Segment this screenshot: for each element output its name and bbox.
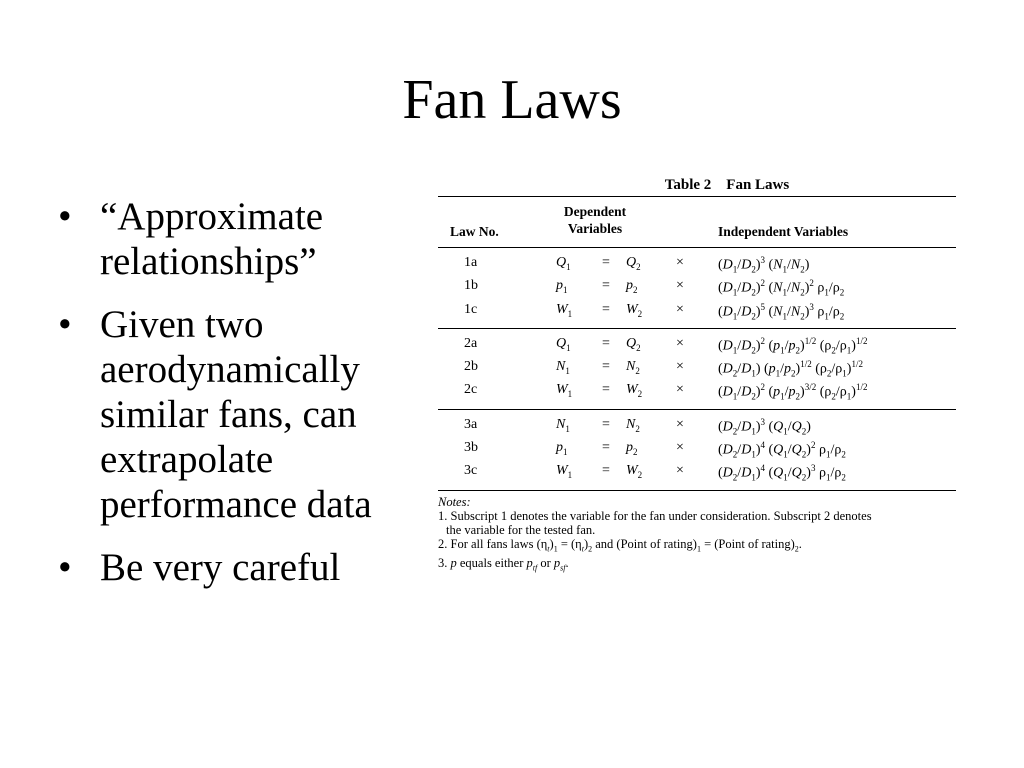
law-id: 3c <box>464 463 478 479</box>
reference-variable: $p_2$ <box>626 440 638 457</box>
law-id: 2b <box>464 359 478 375</box>
law-id: 2a <box>464 335 478 351</box>
bullet-item <box>58 545 430 590</box>
note-1-line-1: 1. Subscript 1 denotes the variable for the fan under consideration. Subscript 2 denotes <box>438 508 872 523</box>
equals-sign: = <box>602 440 610 456</box>
reference-variable: $N_2$ <box>626 359 640 376</box>
equals-sign: = <box>602 382 610 398</box>
dependent-variable: $N_1$ <box>556 416 570 434</box>
independent-expression: $(D_1/D_2)^5$ $(N_1/N_2)^3$ $\rho_1/\rho_2$ <box>718 301 845 322</box>
times-sign: × <box>676 301 684 317</box>
times-sign: × <box>676 278 684 294</box>
independent-expression: $(D_1/D_2)^3$ $(N_1/N_2)$ <box>718 255 810 275</box>
bullet-item <box>58 302 430 527</box>
reference-variable: $W_2$ <box>626 463 643 481</box>
fan-laws-table <box>438 174 956 576</box>
times-sign: × <box>676 463 684 479</box>
dependent-variable: $W_1$ <box>556 301 573 319</box>
bullet-text: “Approximate relationships” <box>100 195 324 283</box>
table-row <box>438 275 956 298</box>
table-notes <box>438 491 956 576</box>
table-caption: Table 2 Fan Laws <box>664 177 790 193</box>
table-row <box>438 437 956 460</box>
header-independent: Independent Variables <box>718 224 849 239</box>
equals-sign: = <box>602 278 610 294</box>
times-sign: × <box>676 382 684 398</box>
bullet-icon: • <box>58 195 72 238</box>
bullet-text: Be very careful <box>100 546 341 589</box>
reference-variable: $N_2$ <box>626 416 640 434</box>
dependent-variable: $W_1$ <box>556 382 573 400</box>
reference-variable: $W_2$ <box>626 382 643 400</box>
reference-variable: $Q_2$ <box>626 255 641 272</box>
equals-sign: = <box>602 301 610 317</box>
table-body <box>438 248 956 490</box>
bullet-text: Given two aerodynamically similar fans, can extrapolate performance data <box>100 303 372 526</box>
bullet-icon: • <box>58 303 72 346</box>
dependent-variable: $p_1$ <box>556 278 568 296</box>
table-row <box>438 299 956 322</box>
independent-expression: $(D_1/D_2)^2$ $(N_1/N_2)^2$ $\rho_1/\rho_2$ <box>718 278 845 298</box>
law-id: 1b <box>464 278 478 294</box>
independent-expression: $(D_2/D_1)^3$ $(Q_1/Q_2)$ <box>718 416 811 437</box>
table-row <box>438 356 956 379</box>
independent-expression: $(D_1/D_2)^2$ $(p_1/p_2)^{3/2}$ $(\rho_2/\rho_1)^{1/2}$ <box>718 382 868 402</box>
times-sign: × <box>676 255 684 270</box>
equals-sign: = <box>602 416 610 432</box>
bullet-item <box>58 194 430 284</box>
law-id: 3b <box>464 440 478 456</box>
times-sign: × <box>676 440 684 456</box>
times-sign: × <box>676 416 684 432</box>
reference-variable: $Q_2$ <box>626 335 641 353</box>
equals-sign: = <box>602 335 610 351</box>
independent-expression: $(D_1/D_2)^2$ $(p_1/p_2)^{1/2}$ $(\rho_2/\rho_1)^{1/2}$ <box>718 335 868 356</box>
independent-expression: $(D_2/D_1)^4$ $(Q_1/Q_2)^3$ $\rho_1/\rho_2$ <box>718 463 846 483</box>
law-id: 1c <box>464 301 478 317</box>
bullet-list <box>58 194 430 608</box>
header-dependent-line2: Variables <box>567 221 623 236</box>
header-dependent <box>546 203 644 237</box>
table-row <box>438 414 956 437</box>
law-id: 3a <box>464 416 478 432</box>
equals-sign: = <box>602 255 610 270</box>
table-row <box>438 333 956 356</box>
table-row <box>438 460 956 483</box>
law-id: 2c <box>464 382 478 398</box>
independent-expression: $(D_2/D_1)^4$ $(Q_1/Q_2)^2$ $\rho_1/\rho_2$ <box>718 440 846 460</box>
law-id: 1a <box>464 255 478 270</box>
table-row <box>438 379 956 402</box>
dependent-variable: $W_1$ <box>556 463 573 481</box>
note-2: 2. For all fans laws $(\eta_t)_1 = (\eta_t)_2$ and (Point of $rating)_1$ = (Point of $rating)_2$. <box>438 536 802 554</box>
note-3: 3. p equals either $p_{tf}$ or $p_{sf}$. <box>438 556 569 573</box>
law-group <box>438 329 956 409</box>
notes-title: Notes: <box>438 494 471 509</box>
bullet-icon: • <box>58 546 72 589</box>
reference-variable: $p_2$ <box>626 278 638 296</box>
dependent-variable: $Q_1$ <box>556 335 571 353</box>
table-row <box>438 252 956 275</box>
times-sign: × <box>676 335 684 351</box>
law-group <box>438 248 956 328</box>
table-header <box>438 197 956 247</box>
equals-sign: = <box>602 463 610 479</box>
times-sign: × <box>676 359 684 375</box>
slide-title: Fan Laws <box>402 69 622 131</box>
header-law-no: Law No. <box>450 224 499 239</box>
reference-variable: $W_2$ <box>626 301 643 319</box>
law-group <box>438 410 956 490</box>
independent-expression: $(D_2/D_1)$ $(p_1/p_2)^{1/2}$ $(\rho_2/\rho_1)^{1/2}$ <box>718 359 863 379</box>
dependent-variable: $N_1$ <box>556 359 570 376</box>
dependent-variable: $p_1$ <box>556 440 568 457</box>
dependent-variable: $Q_1$ <box>556 255 571 272</box>
equals-sign: = <box>602 359 610 375</box>
header-dependent-line1: Dependent <box>563 204 627 219</box>
note-1-line-2: the variable for the tested fan. <box>446 522 596 537</box>
